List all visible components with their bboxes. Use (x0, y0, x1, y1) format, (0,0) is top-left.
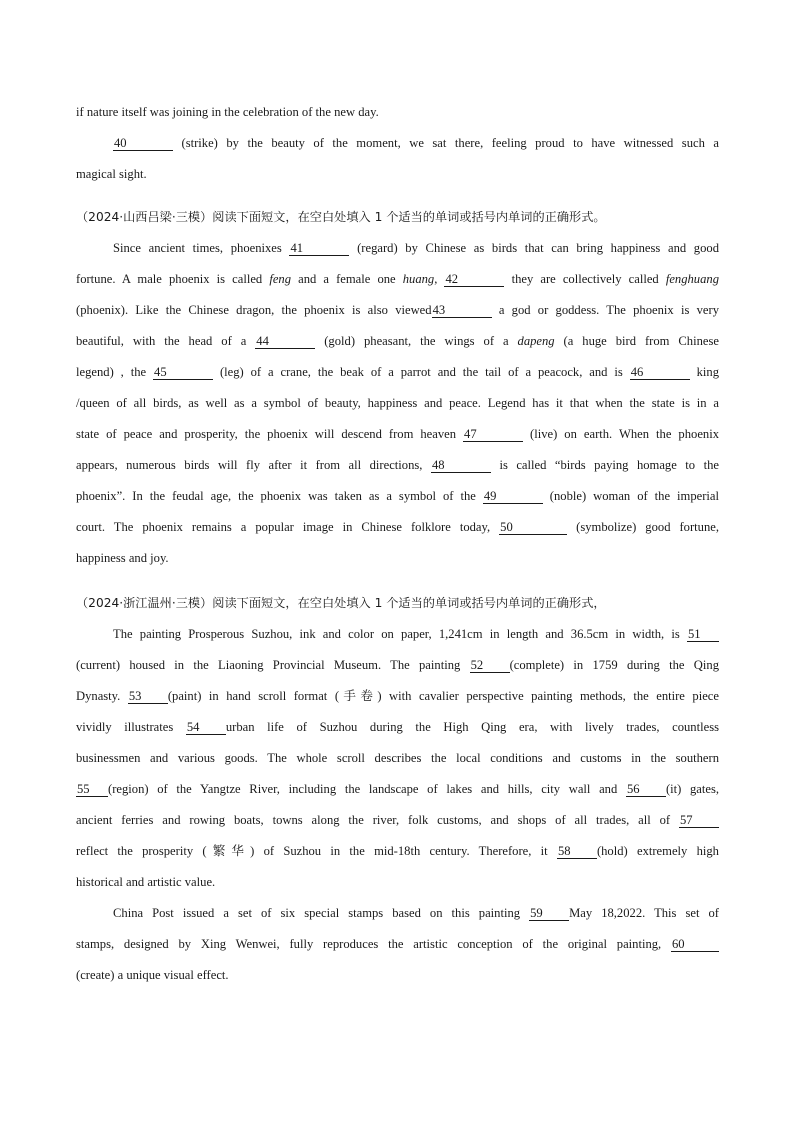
paragraph-line: /queen of all birds, as well as a symbol of beauty, happiness and peace. Legend has it that when the state is in a (76, 396, 719, 410)
blank-60[interactable]: 60 (671, 937, 719, 952)
blank-47[interactable]: 47 (463, 427, 523, 442)
paragraph-line: ancient ferries and rowing boats, towns along the river, folk customs, and shops of all trades, all of 57 (76, 805, 719, 836)
paragraph-line: state of peace and prosperity, the phoenix will descend from heaven 47 (live) on earth. When the phoenix (76, 427, 720, 441)
section-heading-phoenix: （2024·山西吕梁·三模）阅读下面短文，在空白处填入 1 个适当的单词或括号内单词的正确形式。 (76, 210, 606, 224)
blank-48[interactable]: 48 (431, 458, 491, 473)
blank-51[interactable]: 51 (687, 627, 719, 642)
blank-53[interactable]: 53 (128, 689, 168, 704)
paragraph-line: 55 (region) of the Yangtze River, including the landscape of lakes and hills, city wall and 56 (it) gates, (77, 782, 720, 796)
paragraph-line: (phoenix). Like the Chinese dragon, the phoenix is also viewed43 a god or goddess. The phoenix is very (76, 303, 719, 317)
section-heading-suzhou: （2024·浙江温州·三模）阅读下面短文，在空白处填入 1 个适当的单词或括号内单词的正确形式， (76, 596, 606, 610)
blank-40[interactable]: 40 (113, 136, 173, 151)
blank-44[interactable]: 44 (255, 334, 315, 349)
document-page (76, 97, 719, 991)
paragraph-line: phoenix”. In the feudal age, the phoenix was taken as a symbol of the 49 (noble) woman of the imperial (76, 489, 719, 503)
blank-56[interactable]: 56 (626, 782, 666, 797)
paragraph-line: Since ancient times, phoenixes 41 (regard) by Chinese as birds that can bring happiness and good (113, 241, 719, 255)
blank-55[interactable]: 55 (76, 782, 108, 797)
paragraph-line: if nature itself was joining in the celebration of the new day. (76, 105, 379, 119)
blank-59[interactable]: 59 (529, 906, 569, 921)
paragraph-line: (current) housed in the Liaoning Provincial Museum. The painting 52 (complete) in 1759 during the Qing (76, 658, 719, 672)
paragraph-line: businessmen and various goods. The whole scroll describes the local conditions and customs in the southern (76, 751, 719, 765)
paragraph-line: legend) , the 45 (leg) of a crane, the beak of a parrot and the tail of a peacock, and is 46 king (76, 365, 719, 379)
blank-42[interactable]: 42 (444, 272, 504, 287)
blank-54[interactable]: 54 (186, 720, 226, 735)
paragraph-line: beautiful, with the head of a 44 (gold) pheasant, the wings of a dapeng (a huge bird from Chinese (76, 334, 719, 348)
paragraph-line: vividly illustrates 54 urban life of Suzhou during the High Qing era, with lively trades, countless (76, 720, 719, 734)
blank-52[interactable]: 52 (470, 658, 510, 673)
blank-45[interactable]: 45 (153, 365, 213, 380)
blank-46[interactable]: 46 (630, 365, 690, 380)
paragraph-line: China Post issued a set of six special stamps based on this painting 59 May 18,2022. This set of (113, 906, 719, 920)
paragraph-line: fortune. A male phoenix is called feng and a female one huang, 42 they are collectively called fenghuang (76, 272, 719, 286)
blank-57[interactable]: 57 (679, 813, 719, 828)
paragraph-line: court. The phoenix remains a popular image in Chinese folklore today, 50 (symbolize) good fortune, (76, 520, 719, 534)
paragraph-line: 40 (strike) by the beauty of the moment, we sat there, feeling proud to have witnessed such a (114, 136, 719, 150)
paragraph-line: Dynasty. 53 (paint) in hand scroll format (手卷) with cavalier perspective painting methods, the entire piece (76, 689, 719, 703)
blank-41[interactable]: 41 (289, 241, 349, 256)
paragraph-line: stamps, designed by Xing Wenwei, fully reproduces the artistic conception of the original painting, 60 (76, 929, 719, 960)
paragraph-line: historical and artistic value. (76, 875, 216, 889)
paragraph-line: (create) a unique visual effect. (76, 968, 229, 982)
blank-43[interactable]: 43 (432, 303, 492, 318)
paragraph-line: appears, numerous birds will fly after it from all directions, 48 is called “birds paying homage to the (76, 458, 719, 472)
paragraph-line: magical sight. (76, 167, 147, 181)
paragraph-line: reflect the prosperity (繁华) of Suzhou in the mid-18th century. Therefore, it 58 (hold) extremely high (76, 844, 719, 858)
blank-58[interactable]: 58 (557, 844, 597, 859)
blank-49[interactable]: 49 (483, 489, 543, 504)
paragraph-line: happiness and joy. (76, 551, 169, 565)
paragraph-line: The painting Prosperous Suzhou, ink and color on paper, 1,241cm in length and 36.5cm in width, is 51 (76, 619, 719, 650)
blank-50[interactable]: 50 (499, 520, 567, 535)
